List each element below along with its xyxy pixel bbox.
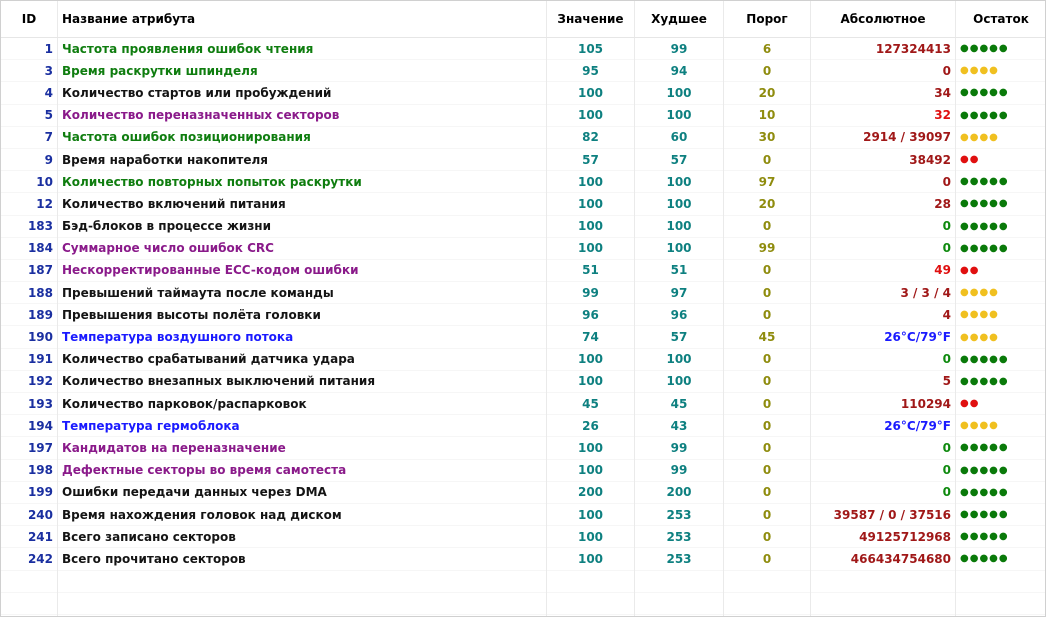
attribute-id: 188 — [1, 282, 58, 304]
attribute-worst: 100 — [635, 348, 724, 370]
table-row[interactable] — [1, 38, 1046, 60]
attribute-id: 3 — [1, 60, 58, 82]
attribute-name: Дефектные секторы во время самотеста — [58, 459, 547, 481]
column-header-threshold[interactable]: Порог — [724, 1, 811, 38]
attribute-value: 100 — [547, 459, 635, 481]
attribute-worst: 100 — [635, 215, 724, 237]
attribute-raw: 127324413 — [811, 38, 956, 60]
attribute-threshold: 97 — [724, 171, 811, 193]
attribute-threshold: 0 — [724, 148, 811, 170]
health-dots-indicator: ●●●● — [956, 304, 1046, 326]
attribute-threshold: 0 — [724, 526, 811, 548]
attribute-value: 100 — [547, 503, 635, 525]
health-dots-indicator: ●●●● — [956, 60, 1046, 82]
health-dots-indicator: ●●●● — [956, 415, 1046, 437]
attribute-threshold: 0 — [724, 259, 811, 281]
attribute-value: 95 — [547, 60, 635, 82]
attribute-id: 194 — [1, 415, 58, 437]
health-dots-indicator: ●●●●● — [956, 237, 1046, 259]
attribute-value: 100 — [547, 526, 635, 548]
attribute-value: 45 — [547, 393, 635, 415]
attribute-name: Количество внезапных выключений питания — [58, 370, 547, 392]
attribute-name: Кандидатов на переназначение — [58, 437, 547, 459]
table-body — [1, 38, 1046, 571]
attribute-raw: 466434754680 — [811, 548, 956, 570]
health-dots-indicator: ●● — [956, 259, 1046, 281]
attribute-threshold: 30 — [724, 126, 811, 148]
attribute-worst: 253 — [635, 503, 724, 525]
attribute-name: Превышений таймаута после команды — [58, 282, 547, 304]
table-row[interactable] — [1, 348, 1046, 370]
attribute-raw: 0 — [811, 171, 956, 193]
health-dots-indicator: ●●●●● — [956, 215, 1046, 237]
attribute-id: 199 — [1, 481, 58, 503]
attribute-name: Частота ошибок позиционирования — [58, 126, 547, 148]
attribute-id: 198 — [1, 459, 58, 481]
attribute-raw: 0 — [811, 215, 956, 237]
attribute-worst: 253 — [635, 526, 724, 548]
attribute-raw: 3 / 3 / 4 — [811, 282, 956, 304]
health-dots-indicator: ●●●●● — [956, 370, 1046, 392]
attribute-worst: 100 — [635, 370, 724, 392]
attribute-worst: 100 — [635, 237, 724, 259]
attribute-value: 100 — [547, 348, 635, 370]
attribute-worst: 99 — [635, 459, 724, 481]
attribute-raw: 49125712968 — [811, 526, 956, 548]
attribute-name: Время наработки накопителя — [58, 148, 547, 170]
attribute-worst: 57 — [635, 148, 724, 170]
attribute-threshold: 0 — [724, 393, 811, 415]
column-header-worst[interactable]: Худшее — [635, 1, 724, 38]
health-dots-indicator: ●●●●● — [956, 38, 1046, 60]
attribute-name: Превышения высоты полёта головки — [58, 304, 547, 326]
health-dots-indicator: ●●●●● — [956, 526, 1046, 548]
attribute-threshold: 99 — [724, 237, 811, 259]
attribute-id: 9 — [1, 148, 58, 170]
attribute-id: 184 — [1, 237, 58, 259]
attribute-id: 190 — [1, 326, 58, 348]
table-row[interactable] — [1, 526, 1046, 548]
attribute-threshold: 6 — [724, 38, 811, 60]
attribute-threshold: 0 — [724, 503, 811, 525]
attribute-id: 191 — [1, 348, 58, 370]
attribute-id: 193 — [1, 393, 58, 415]
attribute-name: Всего записано секторов — [58, 526, 547, 548]
attribute-name: Частота проявления ошибок чтения — [58, 38, 547, 60]
attribute-worst: 97 — [635, 282, 724, 304]
attribute-value: 26 — [547, 415, 635, 437]
attribute-worst: 100 — [635, 82, 724, 104]
attribute-id: 197 — [1, 437, 58, 459]
table-row[interactable] — [1, 393, 1046, 415]
attribute-raw: 110294 — [811, 393, 956, 415]
table-row[interactable] — [1, 415, 1046, 437]
attribute-raw: 26°C/79°F — [811, 326, 956, 348]
table-row[interactable] — [1, 148, 1046, 170]
attribute-worst: 57 — [635, 326, 724, 348]
attribute-raw: 0 — [811, 348, 956, 370]
health-dots-indicator: ●●●●● — [956, 503, 1046, 525]
table-row[interactable] — [1, 237, 1046, 259]
table-row[interactable] — [1, 193, 1046, 215]
attribute-threshold: 0 — [724, 415, 811, 437]
attribute-name: Бэд-блоков в процессе жизни — [58, 215, 547, 237]
attribute-id: 12 — [1, 193, 58, 215]
attribute-raw: 4 — [811, 304, 956, 326]
attribute-raw: 0 — [811, 237, 956, 259]
attribute-worst: 94 — [635, 60, 724, 82]
table-row[interactable] — [1, 370, 1046, 392]
table-row[interactable] — [1, 481, 1046, 503]
attribute-id: 10 — [1, 171, 58, 193]
attribute-worst: 99 — [635, 437, 724, 459]
health-dots-indicator: ●●●●● — [956, 481, 1046, 503]
table-row[interactable] — [1, 171, 1046, 193]
empty-rows — [1, 570, 1046, 617]
attribute-id: 4 — [1, 82, 58, 104]
health-dots-indicator: ●● — [956, 148, 1046, 170]
attribute-raw: 0 — [811, 60, 956, 82]
attribute-name: Количество повторных попыток раскрутки — [58, 171, 547, 193]
attribute-name: Температура гермоблока — [58, 415, 547, 437]
attribute-raw: 39587 / 0 / 37516 — [811, 503, 956, 525]
attribute-threshold: 0 — [724, 437, 811, 459]
table-row[interactable] — [1, 126, 1046, 148]
attribute-threshold: 0 — [724, 304, 811, 326]
attribute-worst: 51 — [635, 259, 724, 281]
attribute-id: 192 — [1, 370, 58, 392]
attribute-name: Время нахождения головок над диском — [58, 503, 547, 525]
attribute-name: Ошибки передачи данных через DMA — [58, 481, 547, 503]
attribute-raw: 26°C/79°F — [811, 415, 956, 437]
health-dots-indicator: ●●●●● — [956, 548, 1046, 570]
attribute-value: 100 — [547, 215, 635, 237]
health-dots-indicator: ●●●● — [956, 326, 1046, 348]
attribute-name: Всего прочитано секторов — [58, 548, 547, 570]
attribute-raw: 28 — [811, 193, 956, 215]
attribute-id: 241 — [1, 526, 58, 548]
attribute-value: 200 — [547, 481, 635, 503]
health-dots-indicator: ●● — [956, 393, 1046, 415]
attribute-value: 100 — [547, 437, 635, 459]
attribute-threshold: 0 — [724, 215, 811, 237]
attribute-raw: 0 — [811, 437, 956, 459]
attribute-threshold: 0 — [724, 370, 811, 392]
column-header-id[interactable]: ID — [1, 1, 58, 38]
table-row[interactable] — [1, 459, 1046, 481]
attribute-value: 100 — [547, 548, 635, 570]
table-row[interactable] — [1, 82, 1046, 104]
table-row[interactable] — [1, 304, 1046, 326]
health-dots-indicator: ●●●●● — [956, 459, 1046, 481]
attribute-raw: 49 — [811, 259, 956, 281]
attribute-value: 105 — [547, 38, 635, 60]
table-row[interactable] — [1, 437, 1046, 459]
empty-row — [1, 592, 1046, 614]
attribute-worst: 43 — [635, 415, 724, 437]
table-row[interactable] — [1, 60, 1046, 82]
attribute-name: Время раскрутки шпинделя — [58, 60, 547, 82]
attribute-value: 100 — [547, 370, 635, 392]
attribute-value: 57 — [547, 148, 635, 170]
attribute-value: 96 — [547, 304, 635, 326]
column-header-raw[interactable]: Абсолютное — [811, 1, 956, 38]
attribute-raw: 5 — [811, 370, 956, 392]
attribute-name: Суммарное число ошибок CRC — [58, 237, 547, 259]
attribute-value: 100 — [547, 237, 635, 259]
health-dots-indicator: ●●●● — [956, 126, 1046, 148]
attribute-id: 187 — [1, 259, 58, 281]
attribute-name: Температура воздушного потока — [58, 326, 547, 348]
attribute-value: 99 — [547, 282, 635, 304]
attribute-worst: 200 — [635, 481, 724, 503]
attribute-threshold: 10 — [724, 104, 811, 126]
attribute-value: 100 — [547, 82, 635, 104]
health-dots-indicator: ●●●●● — [956, 193, 1046, 215]
health-dots-indicator: ●●●●● — [956, 104, 1046, 126]
smart-attributes-table — [1, 1, 1046, 617]
health-dots-indicator: ●●●●● — [956, 348, 1046, 370]
attribute-raw: 38492 — [811, 148, 956, 170]
attribute-name: Количество включений питания — [58, 193, 547, 215]
health-dots-indicator: ●●●●● — [956, 437, 1046, 459]
attribute-name: Количество парковок/распарковок — [58, 393, 547, 415]
table-row[interactable] — [1, 282, 1046, 304]
attribute-worst: 99 — [635, 38, 724, 60]
attribute-value: 51 — [547, 259, 635, 281]
attribute-worst: 60 — [635, 126, 724, 148]
attribute-name: Количество переназначенных секторов — [58, 104, 547, 126]
attribute-id: 242 — [1, 548, 58, 570]
attribute-value: 74 — [547, 326, 635, 348]
attribute-name: Количество срабатываний датчика удара — [58, 348, 547, 370]
attribute-id: 7 — [1, 126, 58, 148]
attribute-raw: 32 — [811, 104, 956, 126]
table-row[interactable] — [1, 215, 1046, 237]
attribute-value: 100 — [547, 104, 635, 126]
attribute-raw: 34 — [811, 82, 956, 104]
column-header-value[interactable]: Значение — [547, 1, 635, 38]
health-dots-indicator: ●●●●● — [956, 171, 1046, 193]
attribute-value: 100 — [547, 193, 635, 215]
column-header-name[interactable]: Название атрибута — [58, 1, 547, 38]
attribute-id: 240 — [1, 503, 58, 525]
attribute-worst: 100 — [635, 193, 724, 215]
attribute-threshold: 45 — [724, 326, 811, 348]
table-row[interactable] — [1, 259, 1046, 281]
attribute-id: 1 — [1, 38, 58, 60]
health-dots-indicator: ●●●● — [956, 282, 1046, 304]
attribute-threshold: 0 — [724, 60, 811, 82]
attribute-threshold: 0 — [724, 459, 811, 481]
attribute-value: 82 — [547, 126, 635, 148]
attribute-value: 100 — [547, 171, 635, 193]
attribute-threshold: 0 — [724, 548, 811, 570]
attribute-name: Количество стартов или пробуждений — [58, 82, 547, 104]
attribute-raw: 2914 / 39097 — [811, 126, 956, 148]
attribute-worst: 100 — [635, 171, 724, 193]
attribute-name: Нескорректированные ECC-кодом ошибки — [58, 259, 547, 281]
health-dots-indicator: ●●●●● — [956, 82, 1046, 104]
attribute-worst: 96 — [635, 304, 724, 326]
attribute-threshold: 20 — [724, 193, 811, 215]
attribute-threshold: 20 — [724, 82, 811, 104]
attribute-worst: 253 — [635, 548, 724, 570]
attribute-raw: 0 — [811, 481, 956, 503]
attribute-id: 189 — [1, 304, 58, 326]
table-row[interactable] — [1, 326, 1046, 348]
attribute-threshold: 0 — [724, 348, 811, 370]
table-row[interactable] — [1, 548, 1046, 570]
table-row[interactable] — [1, 503, 1046, 525]
table-row[interactable] — [1, 104, 1046, 126]
attribute-id: 5 — [1, 104, 58, 126]
attribute-threshold: 0 — [724, 282, 811, 304]
empty-row — [1, 570, 1046, 592]
attribute-id: 183 — [1, 215, 58, 237]
attribute-threshold: 0 — [724, 481, 811, 503]
attribute-worst: 100 — [635, 104, 724, 126]
column-header-remaining[interactable]: Остаток — [956, 1, 1046, 38]
attribute-worst: 45 — [635, 393, 724, 415]
table-header — [1, 1, 1046, 38]
attribute-raw: 0 — [811, 459, 956, 481]
